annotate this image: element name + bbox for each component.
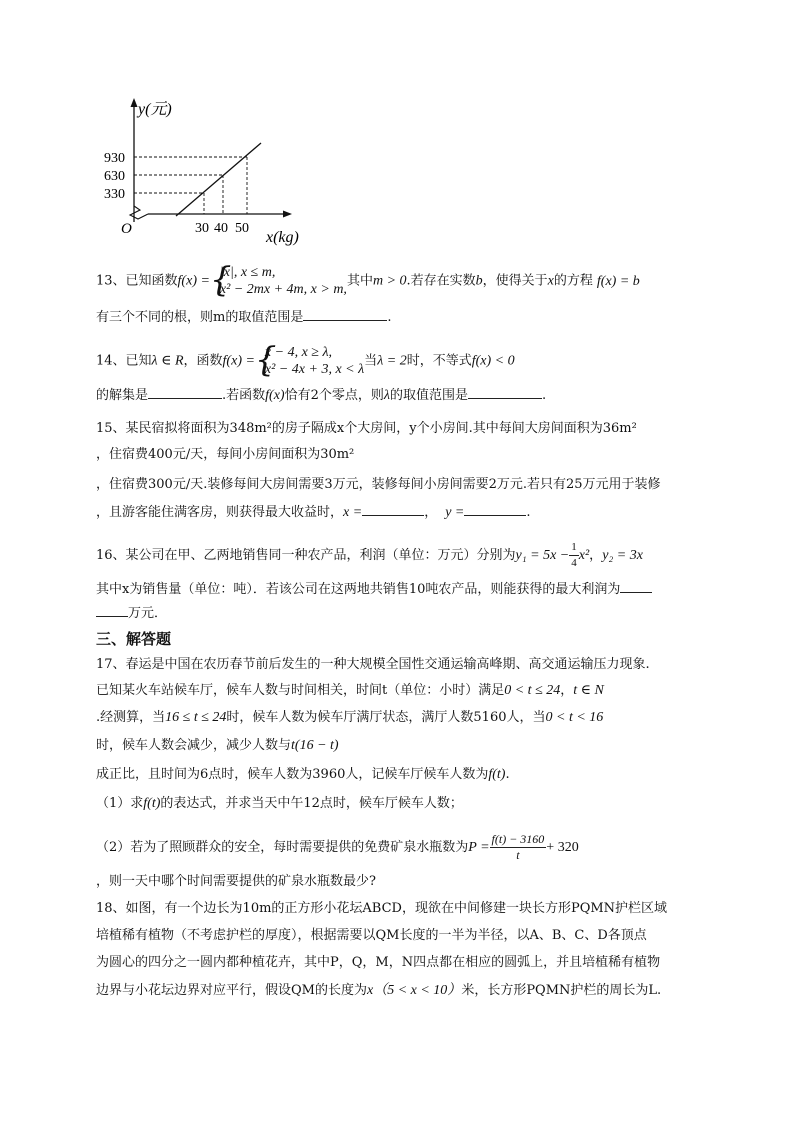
q16-y1b: x²: [578, 548, 590, 563]
q17-comma: ，: [560, 683, 574, 698]
q15-answer-blank-y[interactable]: [464, 503, 526, 516]
q15-sep: ，: [424, 505, 438, 520]
q13-line2: [96, 308, 710, 327]
q17-cond1: 0 < t ≤ 24: [504, 683, 561, 698]
q15-answer-blank-x[interactable]: [362, 503, 424, 516]
q16-line2-text: 其中x为销售量（单位：吨）．若该公司在这两地共销售10吨农产品，则能获得的最大利润为: [96, 582, 621, 597]
q17-part2-label: （2）若为了照顾群众的安全，每时需要提供的免费矿泉水瓶数为: [96, 840, 469, 855]
q14-text2: 当: [364, 353, 378, 369]
q17-part2: [96, 832, 710, 863]
q17-part1-label: （1）求: [96, 796, 144, 811]
origin-label: O: [121, 221, 132, 237]
q16-frac-num: 1: [569, 540, 579, 556]
x-tick-50: 50: [235, 221, 249, 236]
q16-frac: [569, 540, 579, 571]
function-line: [176, 143, 261, 216]
q14-case2: x² − 4x + 3, x < λ: [264, 362, 365, 377]
q17-cond2: t ∈ N: [573, 683, 604, 698]
q17-line2: [96, 682, 710, 700]
q16-line2: [96, 580, 710, 599]
q17-part1: [96, 795, 710, 813]
q13-x: x: [547, 273, 554, 289]
q17-p-num: f(t) − 3160: [491, 832, 545, 846]
q13-line1: [96, 260, 710, 300]
q17-cond3: 16 ≤ t ≤ 24: [165, 710, 227, 725]
q17-line5: [96, 766, 710, 784]
q18-line4b: 米，长方形PQMN护栏的周长为L.: [461, 983, 662, 998]
q17-line5b: .: [505, 767, 510, 782]
q13-prefix: 13、已知函数: [96, 273, 178, 289]
q16-line1: [96, 540, 710, 571]
q17-line2a: 已知某火车站候车厅，候车人数与时间相关，时间t（单位：小时）满足: [96, 683, 505, 698]
q14-lam: λ = 2: [377, 353, 407, 369]
q16-y1a: y₁ = 5x −: [515, 548, 570, 563]
q17-line3a: .经测算，当: [96, 710, 166, 725]
q16-line3-text: 万元．: [128, 606, 168, 621]
q14-fx: f(x) =: [222, 353, 255, 369]
q13-answer-blank[interactable]: [303, 308, 387, 321]
q17-line5a: 成正比，且时间为6点时，候车人数为3960人，记候车厅候车人数为: [96, 767, 489, 782]
q14-answer-blank-1[interactable]: [148, 386, 222, 399]
q14-line2: [96, 386, 710, 405]
q15-line2: ，住宿费400元/天，每间小房间面积为30m²: [96, 447, 355, 462]
q16-comma: ，: [589, 548, 603, 563]
q17-line3: [96, 709, 710, 727]
y-axis-arrow: [131, 98, 138, 107]
q16-answer-blank-a[interactable]: [620, 580, 652, 593]
q16-line3: [96, 604, 710, 623]
q13-cond: m > 0: [372, 273, 407, 289]
q17-p-tail: + 320: [546, 840, 579, 855]
q17-line1: 17、春运是中国在农历春节前后发生的一种大规模全国性交通运输高峰期、高交通运输压力现象.: [96, 657, 650, 672]
q15-line4a: ，且游客能住满客房，则获得最大收益时，: [96, 505, 344, 520]
x-axis-label: x(kg): [266, 229, 299, 246]
axis-break-mark: [130, 206, 148, 219]
q13-text2: .若存在实数: [406, 273, 476, 289]
q14-line2a: 的解集是: [96, 388, 149, 403]
q18-line1: 18、如图，有一个边长为10m的正方形小花坛ABCD，现欲在中间修建一块长方形PQMN护栏区域: [96, 901, 668, 916]
q14-end: .: [541, 388, 547, 403]
x-axis-arrow: [283, 211, 292, 218]
q13-eq: f(x) = b: [596, 273, 640, 289]
q14-case1: x − 4, x ≥ λ,: [264, 345, 333, 360]
q17-p-eq: P =: [468, 840, 490, 855]
x-tick-30: 30: [195, 221, 209, 236]
q16-y2: y₂ = 3x: [602, 548, 643, 563]
q14-lam2: λ: [383, 388, 390, 403]
q14-line2c: 恰有2个零点，则: [284, 388, 384, 403]
q14-text3: 时，不等式: [406, 353, 472, 369]
q15-end: .: [526, 505, 531, 520]
y-axis-label: y(元): [138, 101, 172, 118]
q17-p-den: t: [516, 848, 520, 862]
q13-end: .: [387, 310, 392, 325]
x-tick-40: 40: [214, 221, 228, 236]
q16-frac-den: 4: [571, 557, 577, 569]
y-tick-630: 630: [104, 169, 125, 184]
q18-line4a: 边界与小花坛边界对应平行，假设QM的长度为: [96, 983, 367, 998]
q13-fx: f(x) =: [177, 273, 210, 289]
q13-mid: 其中: [346, 273, 373, 289]
q14-answer-blank-2[interactable]: [468, 386, 542, 399]
q18-line2: 培植稀有植物（不考虑护栏的厚度），根据需要以QM长度的一半为半径，以A、B、C、D各顶点: [96, 928, 647, 943]
q17-expr: t(16 − t): [291, 738, 339, 753]
q17-line4: [96, 737, 710, 755]
q17-part1-text: 的表达式，并求当天中午12点时，候车厅候车人数；: [160, 796, 463, 811]
q15-line1: 15、某民宿拟将面积为348m²的房子隔成x个大房间，y个小房间.其中每间大房间面积为36m²: [96, 421, 637, 436]
price-weight-graph: [104, 96, 314, 246]
q14-text1: ，函数: [183, 353, 223, 369]
q13-piecewise: { |x|, x ≤ m, x² − 2mx + 4m, x > m,: [209, 260, 347, 300]
q14-line1: [96, 340, 710, 380]
q14-fx2: f(x): [265, 388, 285, 403]
q17-line3b: 时，候车人数为候车厅满厅状态，满厅人数5160人，当: [226, 710, 546, 725]
q14-cond: λ ∈ R: [151, 353, 184, 369]
q18-line3: 为圆心的四分之一圆内都种植花卉，其中P，Q，M，N四点都在相应的圆弧上，并且培植稀有植物: [96, 955, 661, 970]
q18-cond: x（5 < x < 10）: [366, 983, 462, 998]
q14-piecewise: { x − 4, x ≥ λ, x² − 4x + 3, x < λ: [254, 340, 365, 380]
q13-case2: x² − 2mx + 4m, x > m,: [219, 282, 347, 297]
q18-line4: [96, 982, 710, 1000]
q15-line4: [96, 503, 710, 522]
q17-line8: ，则一天中哪个时间需要提供的矿泉水瓶数最少?: [96, 874, 376, 889]
q15-y-eq: y =: [445, 505, 465, 520]
q13-text3: ，使得关于: [482, 273, 548, 289]
q15-line3: ，住宿费300元/天.装修每间大房间需要3万元，装修每间小房间需要2万元.若只有25万元用于装修: [96, 477, 661, 492]
y-tick-930: 930: [104, 151, 125, 166]
q16-answer-blank-b[interactable]: [96, 604, 128, 617]
q16-line1-text: 16、某公司在甲、乙两地销售同一种农产品，利润（单位：万元）分别为: [96, 548, 516, 563]
q17-line4a: 时，候车人数会减少，减少人数与: [96, 738, 292, 753]
q13-line2-text: 有三个不同的根，则m的取值范围是: [96, 310, 304, 325]
q17-p-frac: [490, 832, 547, 863]
q15-x-eq: x =: [343, 505, 363, 520]
q17-ft: f(t): [488, 767, 506, 782]
q14-ineq: f(x) < 0: [471, 353, 515, 369]
y-tick-330: 330: [104, 187, 125, 202]
q17-part1-ft: f(t): [143, 796, 161, 811]
q14-prefix: 14、已知: [96, 353, 152, 369]
q13-text4: 的方程: [553, 273, 593, 289]
section-heading: 三、解答题: [96, 630, 172, 648]
q13-b: b: [475, 273, 483, 289]
q14-line2b: .若函数: [222, 388, 266, 403]
q17-cond4: 0 < t < 16: [545, 710, 604, 725]
q14-line2d: 的取值范围是: [389, 388, 468, 403]
q13-case1: |x|, x ≤ m,: [219, 265, 276, 280]
